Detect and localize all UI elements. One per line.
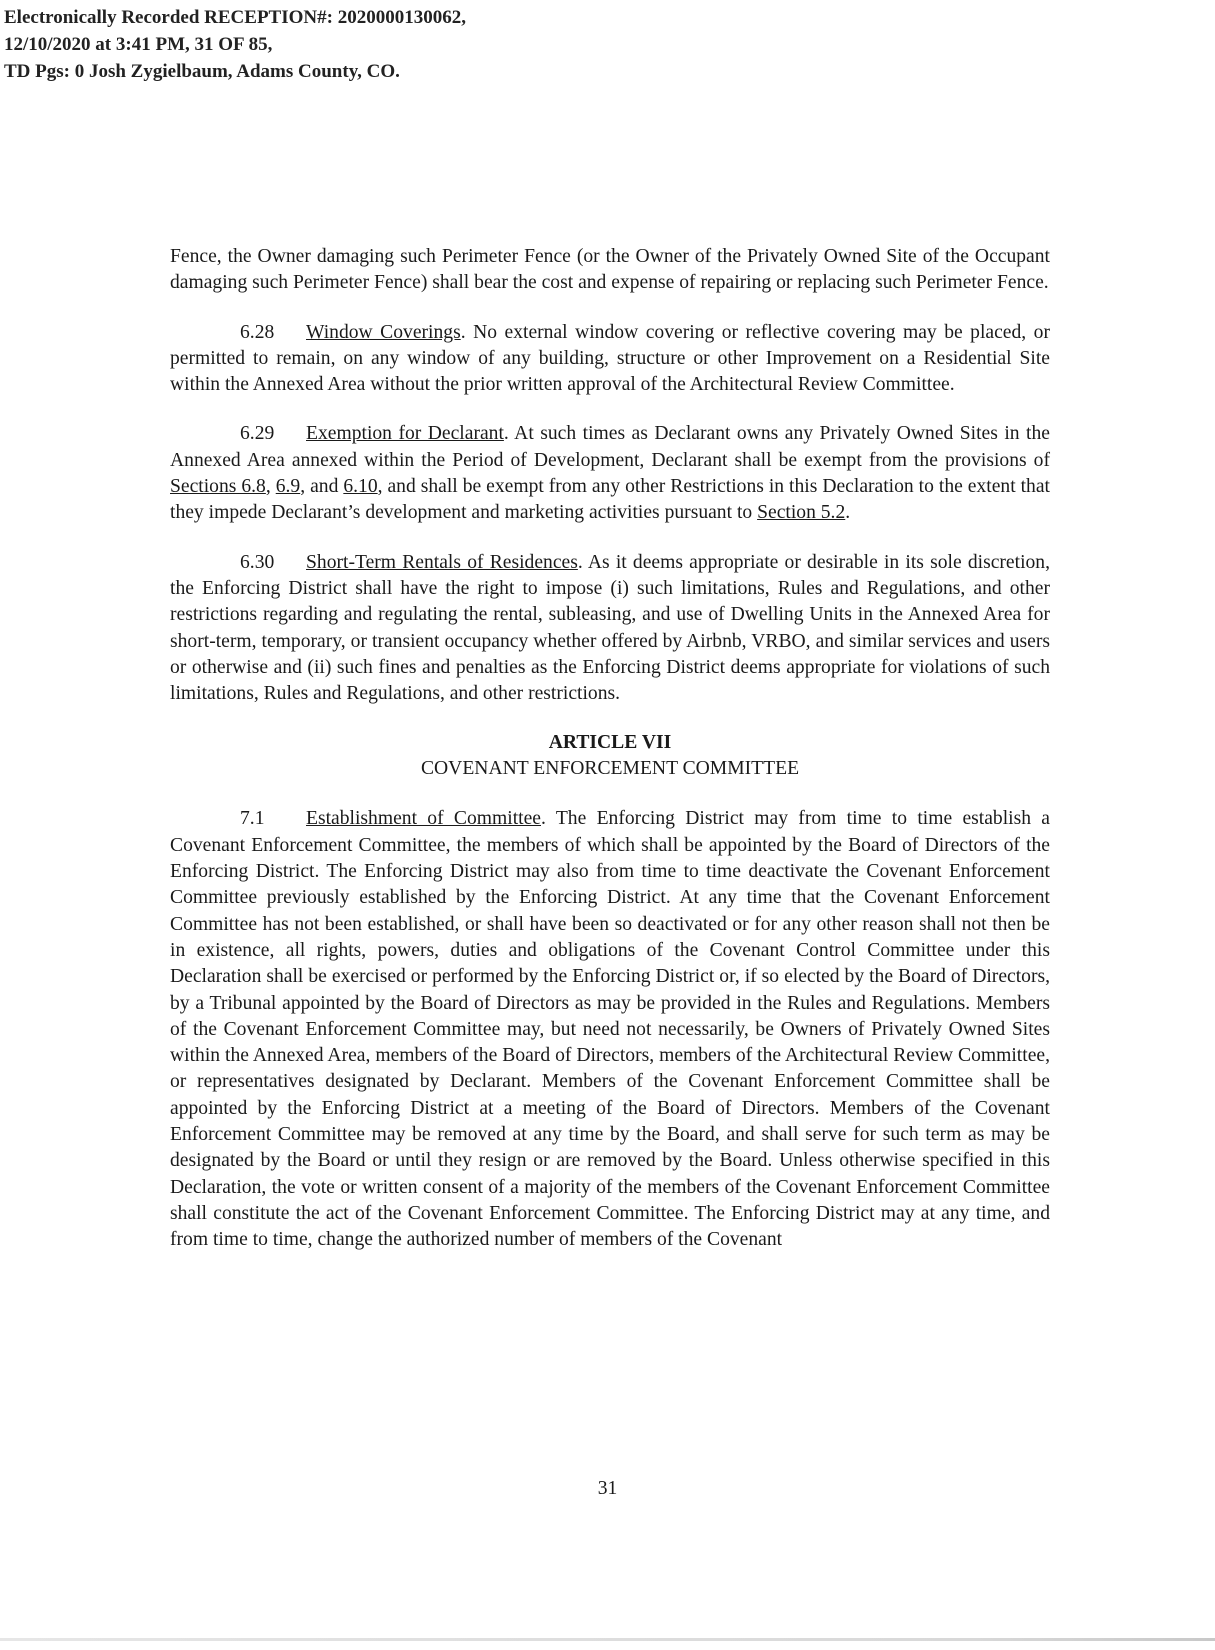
cross-reference: 6.10: [343, 476, 378, 498]
continuation-paragraph: [170, 244, 1050, 297]
cross-reference: Section 5.2: [757, 502, 846, 524]
cross-reference: Sections 6.8: [170, 476, 266, 498]
section-6-28: [170, 320, 1050, 399]
separator: , and: [300, 476, 344, 498]
section-text: . As it deems appropriate or desirable in its sole discretion, the Enforcing District shall have the right to impose (i) such limitations, Rules and Regulations, and other restrictions regarding and regulating the rental, subleasing, and use of Dwelling Units in the Annexed Area for short-term, temporary, or transient occupancy whether offered by Airbnb, VRBO, and similar services and users or otherwise and (ii) such fines and penalties as the Enforcing District deems appropriate for violations of such limitations, Rules and Regulations, and other restrictions.: [170, 551, 1051, 705]
section-title: Establishment of Committee: [306, 808, 541, 830]
section-6-29: [170, 421, 1050, 526]
article-subheading: COVENANT ENFORCEMENT COMMITTEE: [420, 758, 800, 780]
section-text: .: [845, 502, 851, 524]
section-number: 6.28: [240, 321, 275, 343]
recording-stamp-line-1: Electronically Recorded RECEPTION#: 2020000130062,: [4, 7, 466, 28]
section-number: 6.29: [240, 423, 275, 445]
section-title: Exemption for Declarant: [306, 423, 504, 445]
page-number: 31: [597, 1478, 618, 1499]
continuation-text: Fence, the Owner damaging such Perimeter Fence (or the Owner of the Privately Owned Site of the Occupant damaging such Perimeter Fence) shall bear the cost and expense of repairing or replacing such Perimeter Fence.: [170, 246, 1050, 294]
recording-stamp: [4, 4, 466, 85]
separator: ,: [265, 476, 276, 498]
section-text: . At such times as Declarant owns any Privately Owned Sites in the Annexed Area annexed within the Period of Development, Declarant shall be exempt from the provisions of: [170, 423, 1050, 471]
article-heading: ARTICLE VII: [548, 732, 672, 754]
section-title: Short-Term Rentals of Residences: [306, 551, 578, 573]
section-number: 7.1: [240, 808, 265, 830]
scan-edge-line: [0, 1638, 1215, 1641]
section-title: Window Coverings: [306, 321, 461, 343]
section-6-30: [170, 550, 1050, 708]
section-text: , and shall be exempt from any other Restrictions in this Declaration to the extent that they impede Declarant’s development and marketing activities pursuant to: [170, 476, 1050, 524]
section-number: 6.30: [240, 551, 275, 573]
section-7-1: [170, 806, 1050, 1253]
section-text: . No external window covering or reflective covering may be placed, or permitted to remain, on any window of any building, structure or other Improvement on a Residential Site within the Annexed Area without the prior written approval of the Architectural Review Committee.: [170, 321, 1050, 396]
recording-stamp-line-3: TD Pgs: 0 Josh Zygielbaum, Adams County, CO.: [4, 61, 400, 82]
section-text: . The Enforcing District may from time to time establish a Covenant Enforcement Committee, the members of which shall be appointed by the Board of Directors of the Enforcing District. The Enforcing District may also from time to time deactivate the Covenant Enforcement Committee previously established by the Enforcing District. At any time that the Covenant Enforcement Committee has not been established, or shall have been so deactivated or for any other reason shall not then be in existence, all rights, powers, duties and obligations of the Covenant Control Committee under this Declaration shall be exercised or performed by the Enforcing District or, if so elected by the Board of Directors, by a Tribunal appointed by the Board of Directors as may be provided in the Rules and Regulations. Members of the Covenant Enforcement Committee may, but need not necessarily, be Owners of Privately Owned Sites within the Annexed Area, members of the Board of Directors, members of the Architectural Review Committee, or representatives designated by Declarant. Members of the Covenant Enforcement Committee shall be appointed by the Enforcing District at a meeting of the Board of Directors. Members of the Covenant Enforcement Committee may be removed at any time by the Board, and shall serve for such term as may be designated by the Board or until they resign or are removed by the Board. Unless otherwise specified in this Declaration, the vote or written consent of a majority of the members of the Covenant Enforcement Committee shall constitute the act of the Covenant Enforcement Committee. The Enforcing District may at any time, and from time to time, change the authorized number of members of the Covenant: [170, 808, 1050, 1251]
cross-reference: 6.9: [275, 476, 301, 498]
document-body: [170, 244, 1050, 1277]
recording-stamp-line-2: 12/10/2020 at 3:41 PM, 31 OF 85,: [4, 34, 273, 55]
